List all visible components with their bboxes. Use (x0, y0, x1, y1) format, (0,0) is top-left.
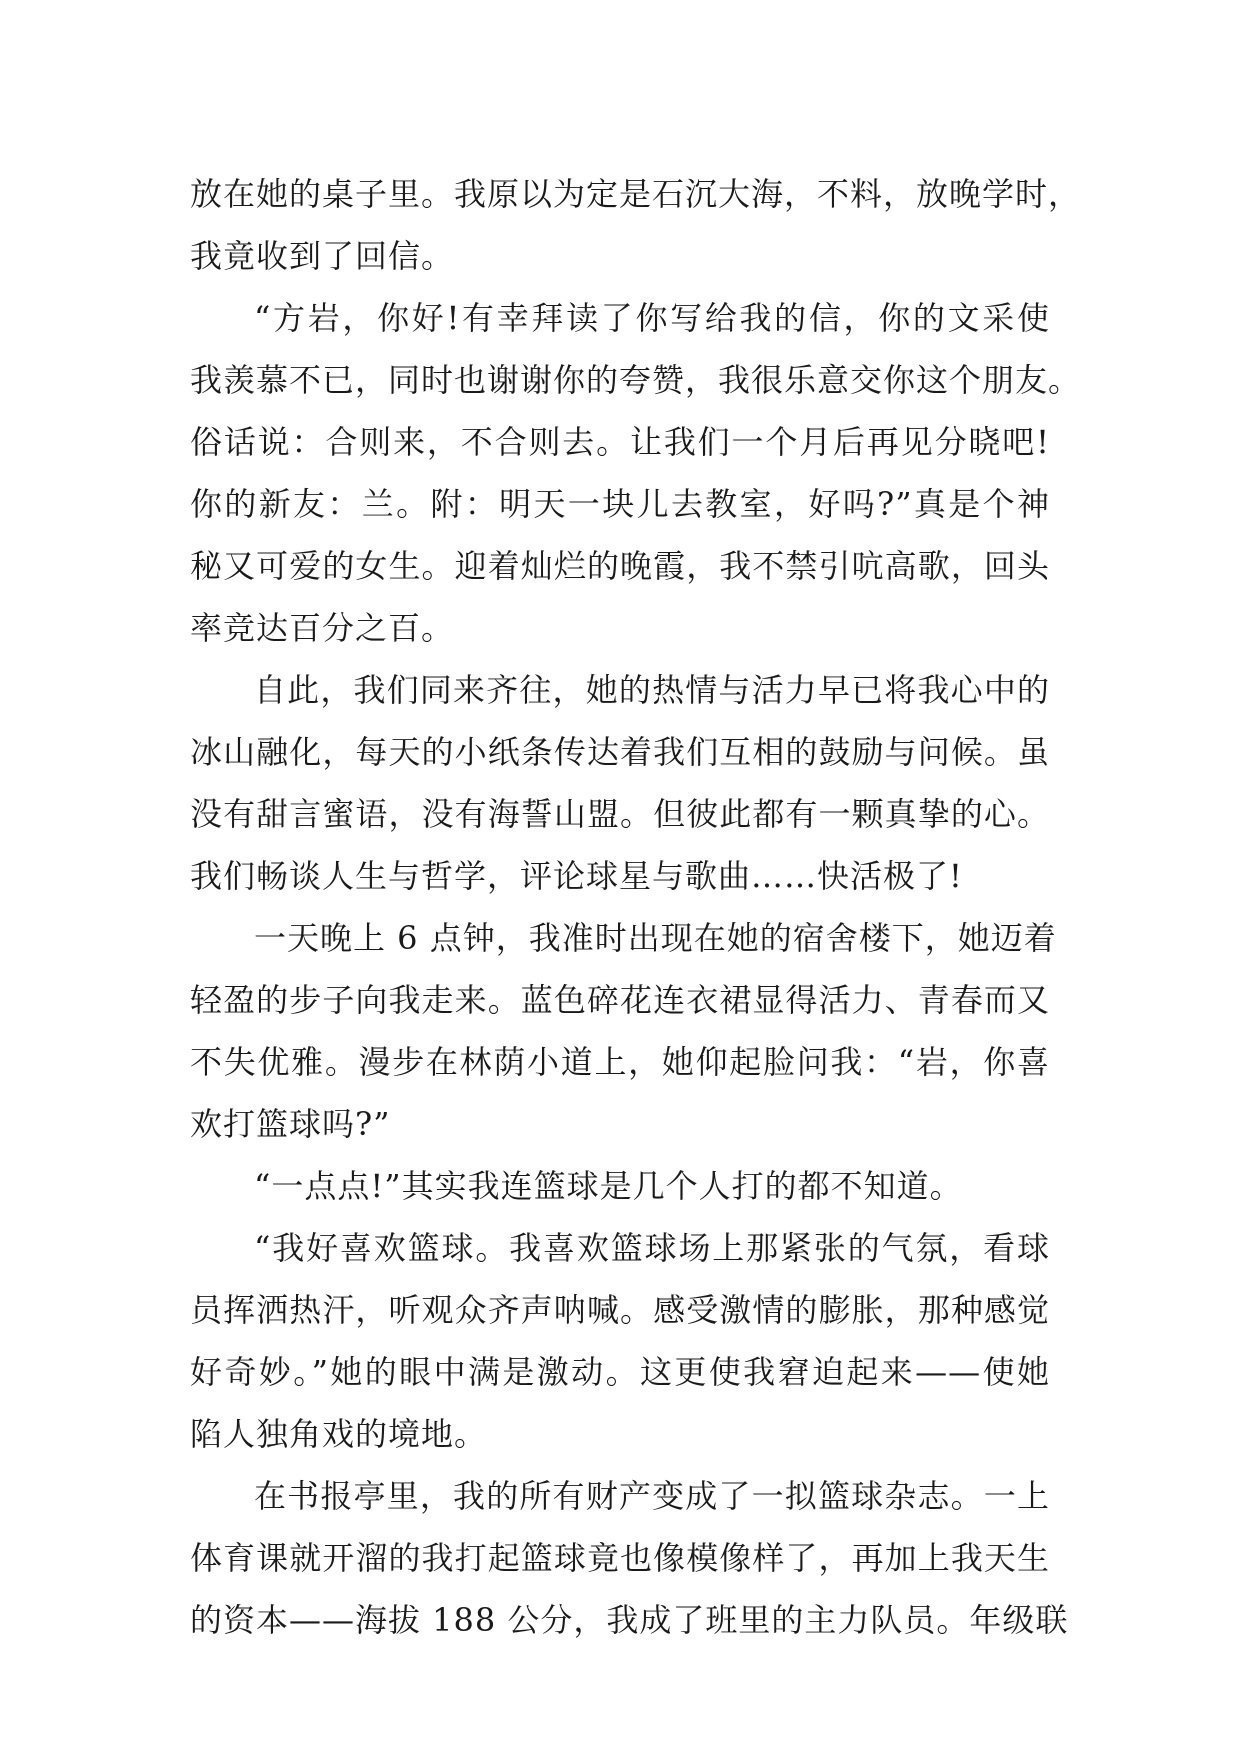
text-line: “方岩，你好!有幸拜读了你写给我的信，你的文采使 (254, 299, 1050, 337)
text-line: 陷人独角戏的境地。 (190, 1415, 488, 1453)
text-line: 放在她的桌子里。我原以为定是石沉大海，不料，放晚学时， (190, 175, 1082, 213)
text-line: 员挥洒热汗，听观众齐声呐喊。感受激情的膨胀，那种感觉 (190, 1291, 1050, 1329)
text-line: 不失优雅。漫步在林荫小道上，她仰起脸问我：“岩，你喜 (190, 1043, 1050, 1081)
text-line: 你的新友：兰。附：明天一块儿去教室，好吗?”真是个神 (190, 485, 1050, 523)
text-line: 轻盈的步子向我走来。蓝色碎花连衣裙显得活力、青春而又 (190, 981, 1050, 1019)
text-line: “我好喜欢篮球。我喜欢篮球场上那紧张的气氛，看球 (254, 1229, 1050, 1267)
text-line: 我竟收到了回信。 (190, 237, 455, 275)
text-line: “一点点!”其实我连篮球是几个人打的都不知道。 (254, 1167, 963, 1205)
text-line: 秘又可爱的女生。迎着灿烂的晚霞，我不禁引吭高歌，回头 (190, 547, 1050, 585)
text-line: 我羡慕不已，同时也谢谢你的夸赞，我很乐意交你这个朋友。 (190, 361, 1082, 399)
text-line: 欢打篮球吗?” (190, 1105, 391, 1143)
text-line: 体育课就开溜的我打起篮球竟也像模像样了，再加上我天生 (190, 1539, 1050, 1577)
text-line: 俗话说：合则来，不合则去。让我们一个月后再见分晓吧! (190, 423, 1050, 461)
text-line: 自此，我们同来齐往，她的热情与活力早已将我心中的 (254, 671, 1050, 709)
text-line: 我们畅谈人生与哲学，评论球星与歌曲……快活极了! (190, 857, 963, 895)
body-text (190, 163, 1082, 1651)
text-line: 一天晚上 6 点钟，我准时出现在她的宿舍楼下，她迈着 (254, 919, 1057, 957)
text-line: 没有甜言蜜语，没有海誓山盟。但彼此都有一颗真挚的心。 (190, 795, 1050, 833)
text-line: 冰山融化，每天的小纸条传达着我们互相的鼓励与问候。虽 (190, 733, 1050, 771)
text-line: 在书报亭里，我的所有财产变成了一拟篮球杂志。一上 (254, 1477, 1050, 1515)
text-line: 的资本——海拔 188 公分，我成了班里的主力队员。年级联 (190, 1601, 1069, 1639)
text-line: 好奇妙。”她的眼中满是激动。这更使我窘迫起来——使她 (190, 1353, 1050, 1391)
text-line: 率竞达百分之百。 (190, 609, 455, 647)
